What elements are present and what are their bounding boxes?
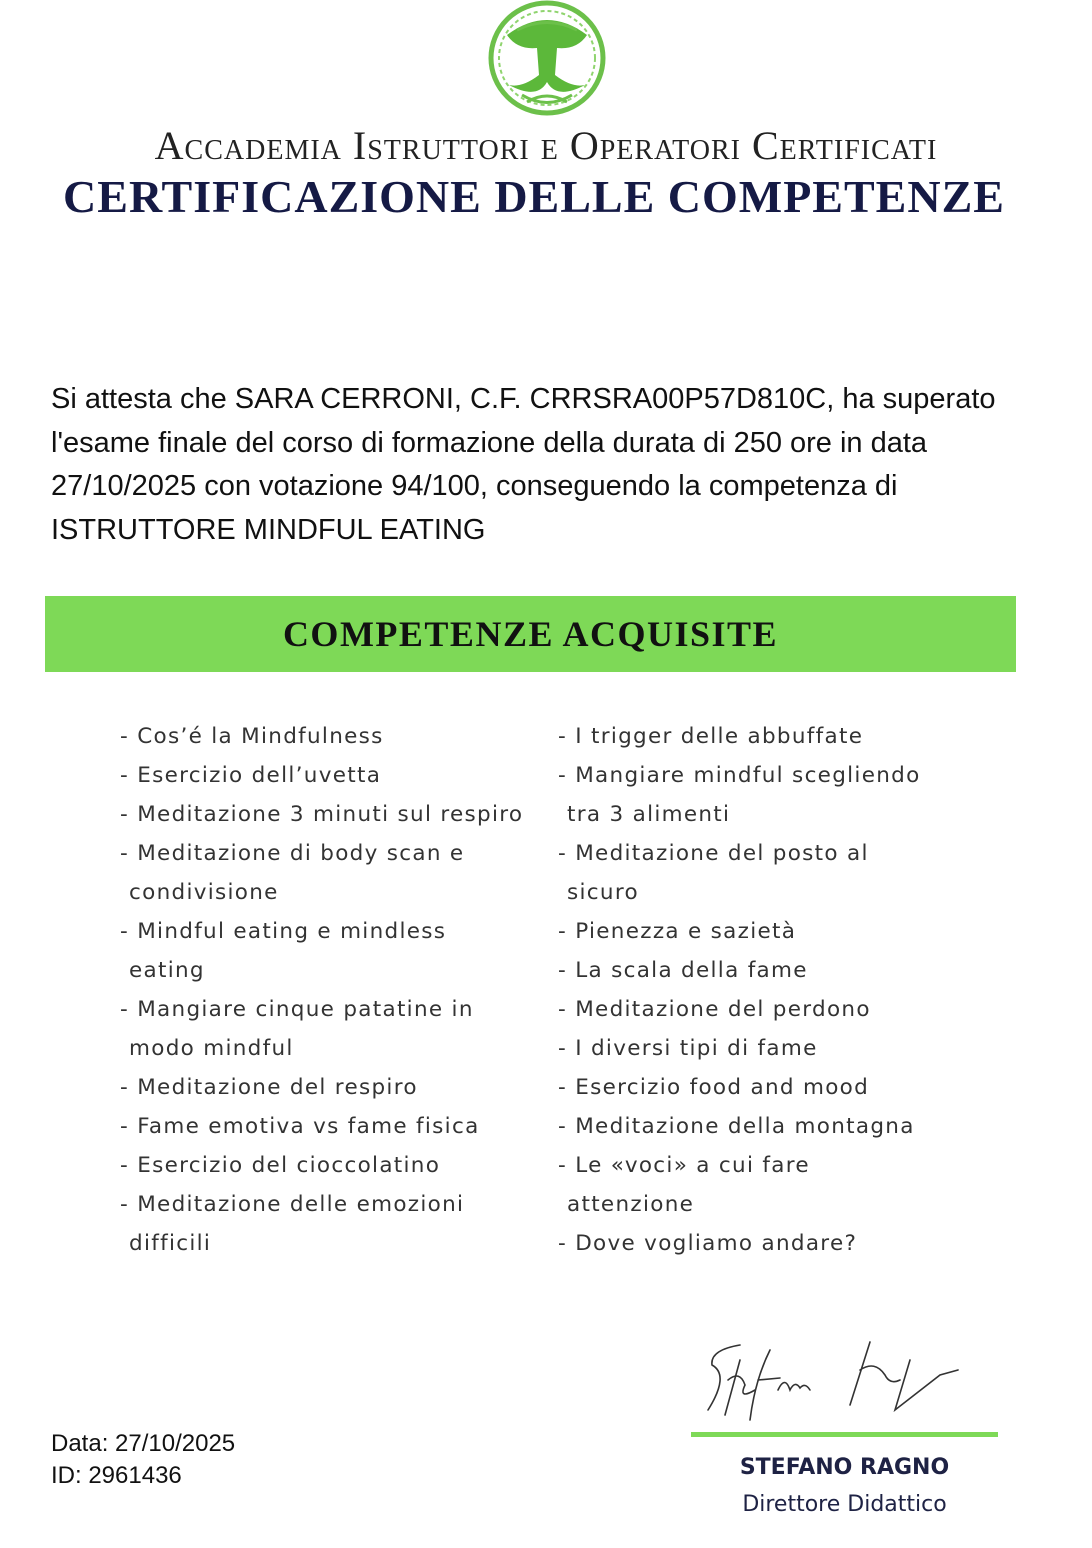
signatory-name: STEFANO RAGNO [739, 1455, 950, 1480]
tree-of-life-logo-icon [487, 0, 607, 116]
competences-heading: COMPETENZE ACQUISITE [282, 614, 779, 654]
list-item: - Meditazione delle emozioni difficili [120, 1192, 465, 1256]
list-item: - Meditazione del posto al sicuro [558, 841, 869, 905]
list-item: - Esercizio del cioccolatino [120, 1153, 441, 1178]
attestation-statement: Si attesta che SARA CERRONI, C.F. CRRSRA00P57D810C, ha superato l'esame finale del corso di formazione della durata di 250 ore in data 27/10/2025 con votazione 94/100, conseguendo la competenza di ISTRUTTORE MINDFUL EATING [51, 383, 996, 546]
list-item: - Esercizio food and mood [558, 1075, 870, 1100]
signatory-role: Direttore Didattico [742, 1492, 947, 1517]
handwritten-signature [700, 1330, 970, 1425]
certificate-id: ID: 2961436 [51, 1462, 182, 1489]
competences-list-left [120, 717, 530, 1263]
academy-name: Accademia Istruttori e Operatori Certificati [154, 123, 938, 168]
list-item: - I trigger delle abbuffate [558, 724, 864, 749]
list-item: - Meditazione 3 minuti sul respiro [120, 802, 524, 827]
list-item: - Fame emotiva vs fame fisica [120, 1114, 480, 1139]
list-item: - Mindful eating e mindless eating [120, 919, 447, 983]
list-item: - Mangiare mindful scegliendo tra 3 alimenti [558, 763, 921, 827]
list-item: - Mangiare cinque patatine in modo mindful [120, 997, 474, 1061]
list-item: - Meditazione del perdono [558, 997, 871, 1022]
list-item: - Meditazione del respiro [120, 1075, 418, 1100]
list-item: - Meditazione di body scan e condivisione [120, 841, 465, 905]
list-item: - Le «voci» a cui fare attenzione [558, 1153, 810, 1217]
competences-list-right [558, 717, 928, 1263]
list-item: - Esercizio dell’uvetta [120, 763, 382, 788]
list-item: - La scala della fame [558, 958, 808, 983]
issue-date: Data: 27/10/2025 [51, 1430, 236, 1457]
list-item: - Pienezza e sazietà [558, 919, 797, 944]
list-item: - Meditazione della montagna [558, 1114, 915, 1139]
certificate-title: CERTIFICAZIONE DELLE COMPETENZE [63, 171, 1005, 222]
competences-heading-band [45, 596, 1016, 672]
signature-line [691, 1432, 998, 1437]
list-item: - I diversi tipi di fame [558, 1036, 818, 1061]
list-item: - Cos’é la Mindfulness [120, 724, 384, 749]
footer-info [51, 1428, 235, 1492]
list-item: - Dove vogliamo andare? [558, 1231, 858, 1256]
